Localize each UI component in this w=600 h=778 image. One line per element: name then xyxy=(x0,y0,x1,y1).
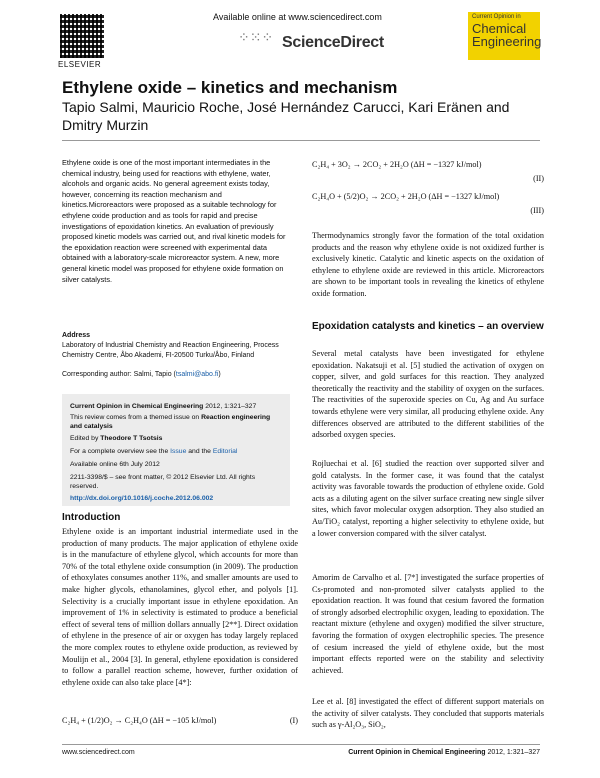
equation-3-number: (III) xyxy=(530,206,544,215)
corresponding-author: Corresponding author: Salmi, Tapio (tsalmi@abo.fi) xyxy=(62,371,221,378)
equation-1: C₂H₄ + (1/2)O₂ → C₂H₄O (ΔH = −105 kJ/mol) (I) xyxy=(62,716,298,725)
doi-link[interactable]: http://dx.doi.org/10.1016/j.coche.2012.06.002 xyxy=(70,495,214,502)
article-title: Ethylene oxide – kinetics and mechanism xyxy=(62,78,398,97)
paragraph-lee: Lee et al. [8] investigated the effect of different support materials on the activity of silver catalysts. They concluded that supports materials such as γ-Al₂O₃, SiO₂, xyxy=(312,697,544,730)
equation-2-number: (II) xyxy=(533,174,544,183)
publisher-name: ELSEVIER xyxy=(58,60,102,69)
paragraph-amorim: Amorim de Carvalho et al. [7*] investigated the surface properties of Cs-promoted and non-promoted silver catalysts applied to the epoxidation reaction. It was found that cesium favored the formation of strongly adsorbed electrophilic oxygen, leading to epoxidation. The reactant mixture (ethylene and oxygen) modified the silver structure, favoring the formation of oxygen electrophilic species. The presence of cesium increased the yield of ethylene oxide, but the most important effects reported were on the stability and selectivity achieved. xyxy=(312,573,544,675)
intro-heading: Introduction xyxy=(62,512,121,523)
address: Laboratory of Industrial Chemistry and Reaction Engineering, Process Chemistry Centre, Åbo Akademi, FI-20500 Turku/Åbo, Finland xyxy=(62,342,279,359)
paragraph-thermodynamics: Thermodynamics strongly favor the formation of the total oxidation products and the reason why ethylene oxide is not oxidized further is exclusively kinetic. Catalytic and kinetic aspects on the oxidation of ethylene to ethylene oxide are reviewed in this article. Microreactors are shown to be important tools in revealing the kinetics of ethylene oxide formation. xyxy=(312,231,544,298)
footer-divider xyxy=(62,744,540,745)
article-authors: Tapio Salmi, Mauricio Roche, José Hernández Carucci, Kari Eränen and Dmitry Murzin xyxy=(62,99,510,133)
equation-3: C₂H₄O + (5/2)O₂ → 2CO₂ + 2H₂O (ΔH = −1327 kJ/mol) xyxy=(312,192,500,201)
section-heading: Epoxidation catalysts and kinetics – an overview xyxy=(312,321,544,332)
abstract: Ethylene oxide is one of the most important intermediates in the chemical industry, being used for reactions with ethylene, water, alcohols and organic acids. No general agreement exists today, however, concerning its reaction mechanism and kinetics.Microreactors were proposed as a suitable technology for ethylene oxide production and as tools for rapid and precise investigations of epoxidation kinetics. An evaluation of previously proposed kinetic models was carried out, and rival kinetic models for the epoxidation reaction were screened with experimental data obtained with a laboratory-scale microreactor system. A new, more general kinetic model was proposed for ethylene oxide formation on silver catalysts. xyxy=(62,158,286,284)
info-box: Current Opinion in Chemical Engineering 2012, 1:321–327 This review comes from a themed issue on Reaction engineering and catalysis Edited by Theodore T Tsotsis For a complete overview see the Issue and the Editorial Available online 6th July 2012 2211-3398/$ – see front matter, © 2012 Elsevier Ltd. All rights reserved. http://dx.doi.org/10.1016/j.coche.2012.06.002 xyxy=(62,394,290,506)
issue-link[interactable]: Issue xyxy=(170,448,187,455)
sciencedirect-logo: ⁘⁙⁘ ScienceDirect xyxy=(238,29,384,51)
address-heading: Address xyxy=(62,332,91,339)
journal-logo-box: Current Opinion in Chemical Engineering xyxy=(468,12,540,60)
paragraph-rojluechai: Rojluechai et al. [6] studied the reaction over supported silver and gold catalysts. In the former case, it was found that the catalyst activity was favorable towards the production of ethylene oxide. Gold acts as a diluting agent on the silver surface creating new single silver sites, which favor molecular oxygen adsorption. They also studied an Au/TiO₂ catalyst, reporting a higher selectivity to ethylene oxide, but a lower conversion compared with the silver catalyst. xyxy=(312,459,544,538)
email-link[interactable]: tsalmi@abo.fi xyxy=(175,371,219,378)
elsevier-tree-logo xyxy=(60,14,104,58)
editorial-link[interactable]: Editorial xyxy=(212,448,238,455)
paragraph-catalysts: Several metal catalysts have been investigated for ethylene epoxidation. Nakatsuji et al. [5] studied the activation of oxygen on copper, silver, and gold surfaces for this reaction. They analyzed theoretically the reactivity and the stability of oxygen on the surfaces. The reactivities of the superoxide species on Cu, Ag and Au surface towards ethylene were very similar, all producing ethylene oxide. Any differences observed are attributed to the different stabilities of the adsorbed oxygen species. xyxy=(312,349,544,440)
header-divider xyxy=(62,140,540,141)
available-online-text: Available online at www.sciencedirect.com xyxy=(213,12,382,22)
sciencedirect-dots-icon: ⁘⁙⁘ xyxy=(238,29,274,45)
footer-url[interactable]: www.sciencedirect.com xyxy=(62,749,135,756)
intro-text: Ethylene oxide is an important industrial intermediate used in the production of many products. The major application of ethylene oxide is in the manufacture of ethylene glycol, which accounts for more than 70% of the total ethylene oxide consumption (in 2009). The production of ethoxylates consumes another 11%, and smaller amounts are used to make higher glycols, ethanolamines, glycol ether, and polyols [1]. Selectivity is a crucially important issue in ethylene epoxidation. An improvement of 1% in selectivity is estimated to produce a beneficial effect of several tens of million dollars annually [2**]. Direct oxidation of ethylene in the presence of air or oxygen has today largely replaced the more complex routes to ethylene oxide production, as reviewed by Moulijn et al., 2004 [3]. In general, ethylene epoxidation is considered to follow a parallel reaction scheme, however, further oxidation of ethylene oxide can also take place [4*]: xyxy=(62,527,298,687)
equation-2: C₂H₄ + 3O₂ → 2CO₂ + 2H₂O (ΔH = −1327 kJ/mol) xyxy=(312,160,482,169)
footer-citation: Current Opinion in Chemical Engineering 2012, 1:321–327 xyxy=(348,749,540,756)
